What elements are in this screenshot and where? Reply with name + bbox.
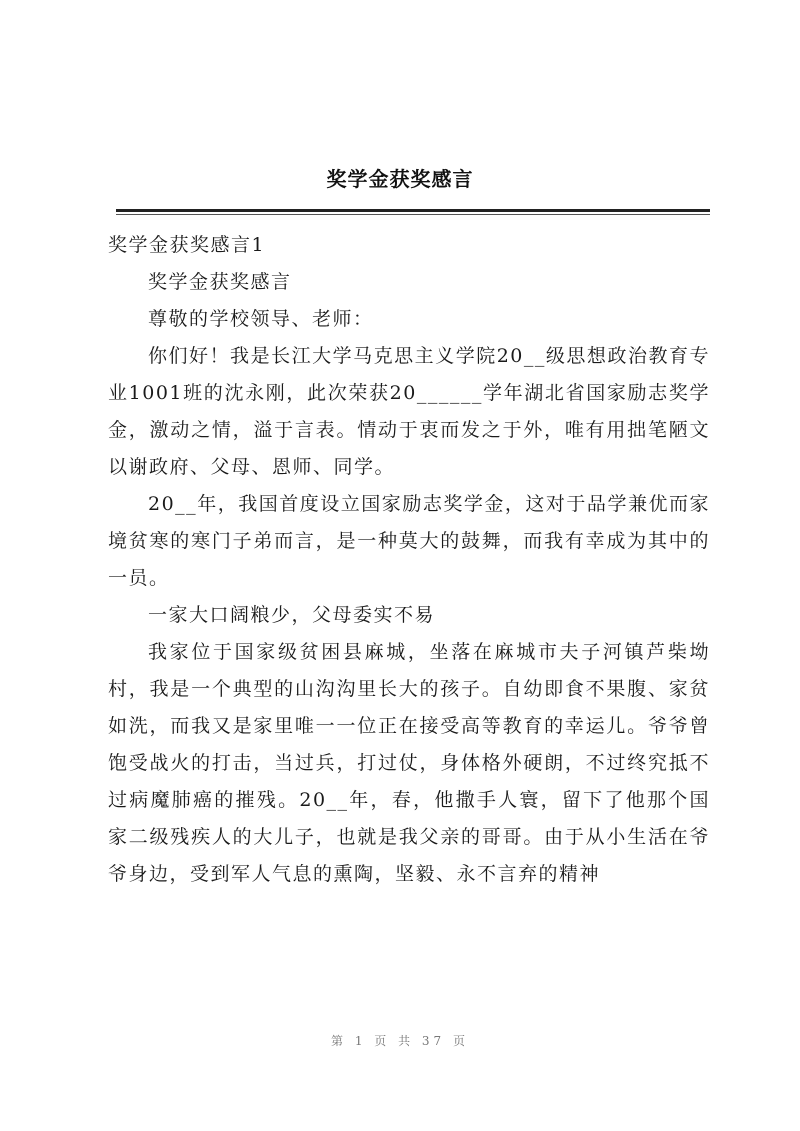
paragraph-family-background: 我家位于国家级贫困县麻城，坐落在麻城市夫子河镇芦柴坳村，我是一个典型的山沟沟里长大的孩子。自幼即食不果腹、家贫如洗，而我又是家里唯一一位正在接受高等教育的幸运儿。爷爷曾饱受战火的打击，当过兵，打过仗，身体格外硬朗，不过终究抵不过病魔肺癌的摧残。20__年，春，他撒手人寰，留下了他那个国家二级残疾人的大儿子，也就是我父亲的哥哥。由于从小生活在爷爷身边，受到军人气息的熏陶，坚毅、永不言弃的精神 — [108, 641, 710, 885]
section-heading: 奖学金获奖感言1 — [108, 234, 266, 256]
document-title: 奖学金获奖感言 — [326, 167, 474, 191]
document-body — [108, 227, 710, 893]
paragraph-scholarship-history: 20__年，我国首度设立国家励志奖学金，这对于品学兼优而家境贫寒的寒门子弟而言，是一种莫大的鼓舞，而我有幸成为其中的一员。 — [108, 493, 710, 589]
paragraph-subtitle: 奖学金获奖感言 — [148, 271, 292, 293]
paragraph-subheading: 一家大口阔粮少，父母委实不易 — [148, 604, 436, 626]
page-footer: 第 1 页 共 37 页 — [331, 1034, 469, 1048]
paragraph-salutation: 尊敬的学校领导、老师： — [148, 308, 374, 330]
title-divider-thin — [116, 214, 710, 215]
title-divider — [116, 209, 710, 212]
paragraph-intro: 你们好！我是长江大学马克思主义学院20__级思想政治教育专业1001班的沈永刚，此次荣获20______学年湖北省国家励志奖学金，激动之情，溢于言表。情动于衷而发之于外，唯有用拙笔陋文以谢政府、父母、恩师、同学。 — [108, 345, 710, 478]
